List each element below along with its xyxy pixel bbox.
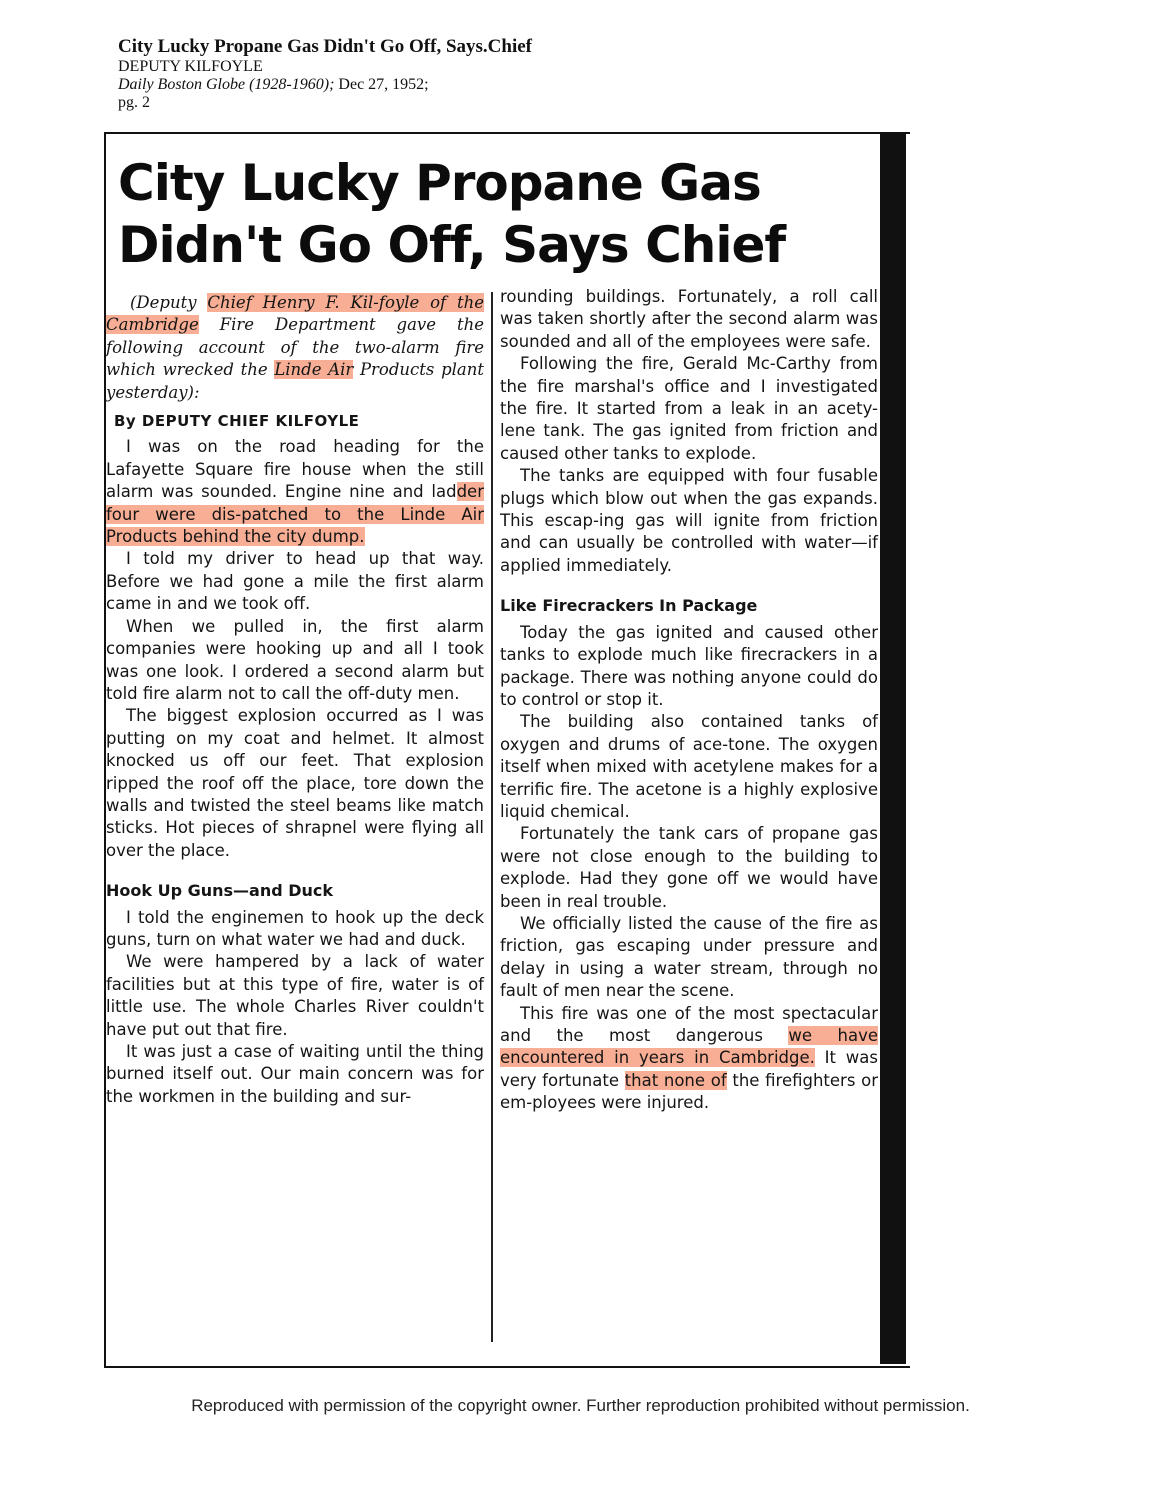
paragraph: Today the gas ignited and caused other tanks to explode much like firecrackers in a package. There was nothing anyone could do to control or stop it. xyxy=(500,622,878,709)
paragraph: It was just a case of waiting until the thing burned itself out. Our main concern was for the workmen in the building and sur- xyxy=(106,1042,484,1106)
paragraph: We officially listed the cause of the fire as friction, gas escaping under pressure and delay in using a water stream, through no fault of men near the scene. xyxy=(500,913,878,1001)
citation-author: DEPUTY KILFOYLE xyxy=(118,58,263,75)
headline-line-1: City Lucky Propane Gas xyxy=(118,154,761,212)
paragraph: I was on the road heading for the Lafayette Square fire house when the still alarm was sounded. Engine nine and ladder four were dis-patched to the Linde Air Products behind the city dump. xyxy=(106,437,484,547)
column-divider xyxy=(491,292,493,1342)
highlight-mark: der four were dis-patched to the Linde Air Products behind the city dump. xyxy=(106,482,484,547)
paragraph: rounding buildings. Fortunately, a roll call was taken shortly after the second alarm was sounded and all of the employees were safe. xyxy=(500,287,878,351)
highlight-mark: Chief Henry F. Kil-foyle of the Cambridge xyxy=(106,293,484,335)
paragraph: Fortunately the tank cars of propane gas were not close enough to the building to explode. Had they gone off we would have been in real trouble. xyxy=(500,824,878,911)
citation-title: City Lucky Propane Gas Didn't Go Off, Says.Chief xyxy=(118,36,532,57)
article-column-right xyxy=(500,286,878,1115)
citation-source xyxy=(118,76,532,94)
paragraph: This fire was one of the most spectacular and the most dangerous we have encountered in years in Cambridge. It was very fortunate that none of the firefighters or em-ployees were injured. xyxy=(500,1003,879,1113)
subheading: Like Firecrackers In Package xyxy=(500,596,758,616)
scan-edge-bar xyxy=(880,132,906,1364)
paragraph: The biggest explosion occurred as I was putting on my coat and helmet. It almost knocked us off our feet. That explosion ripped the roof off the place, tore down the walls and twisted the steel beams like match sticks. Hot pieces of shrapnel were flying all over the place. xyxy=(106,706,484,860)
paragraph: The tanks are equipped with four fusable plugs which blow out when the gas expands. This escap-ing gas will ignite from friction and can usually be controlled with water—if applied immediately. xyxy=(500,466,878,575)
citation-page: pg. 2 xyxy=(118,94,150,111)
highlight-mark: we have encountered in years in Cambridge. xyxy=(500,1026,878,1068)
article-headline xyxy=(118,152,878,276)
copyright-footer: Reproduced with permission of the copyright owner. Further reproduction prohibited without permission. xyxy=(191,1396,970,1415)
citation-header xyxy=(118,36,532,112)
headline-line-2: Didn't Go Off, Says Chief xyxy=(118,216,786,274)
byline: By DEPUTY CHIEF KILFOYLE xyxy=(114,412,360,431)
article-column-left xyxy=(106,292,484,1108)
paragraph: Following the fire, Gerald Mc-Carthy from the fire marshal's office and I investigated the fire. It started from a leak in an acety-lene tank. The gas ignited from friction and caused other tanks to explode. xyxy=(500,354,878,463)
paragraph: We were hampered by a lack of water facilities but at this type of fire, water is of little use. The whole Charles River couldn't have put out that fire. xyxy=(106,952,484,1039)
citation-source-name: Daily Boston Globe (1928-1960); xyxy=(118,76,335,93)
paragraph: The building also contained tanks of oxygen and drums of ace-tone. The oxygen itself when mixed with acetylene makes for a terrific fire. The acetone is a highly explosive liquid chemical. xyxy=(500,712,878,821)
paragraph: I told my driver to head up that way. Before we had gone a mile the first alarm came in and we took off. xyxy=(106,549,484,614)
highlight-mark: Linde Air xyxy=(274,360,354,380)
citation-date: Dec 27, 1952; xyxy=(334,76,429,93)
paragraph: When we pulled in, the first alarm companies were hooking up and all I took was one look. I ordered a second alarm but told fire alarm not to call the off-duty men. xyxy=(106,616,484,703)
highlight-mark: that none of xyxy=(624,1070,727,1090)
editor-intro: (Deputy Chief Henry F. Kil-foyle of the Cambridge Fire Department gave the following account of the two-alarm fire which wrecked the Linde Air Products plant yesterday): xyxy=(106,293,485,402)
subheading: Hook Up Guns—and Duck xyxy=(106,881,334,901)
paragraph: I told the enginemen to hook up the deck guns, turn on what water we had and duck. xyxy=(106,907,484,949)
